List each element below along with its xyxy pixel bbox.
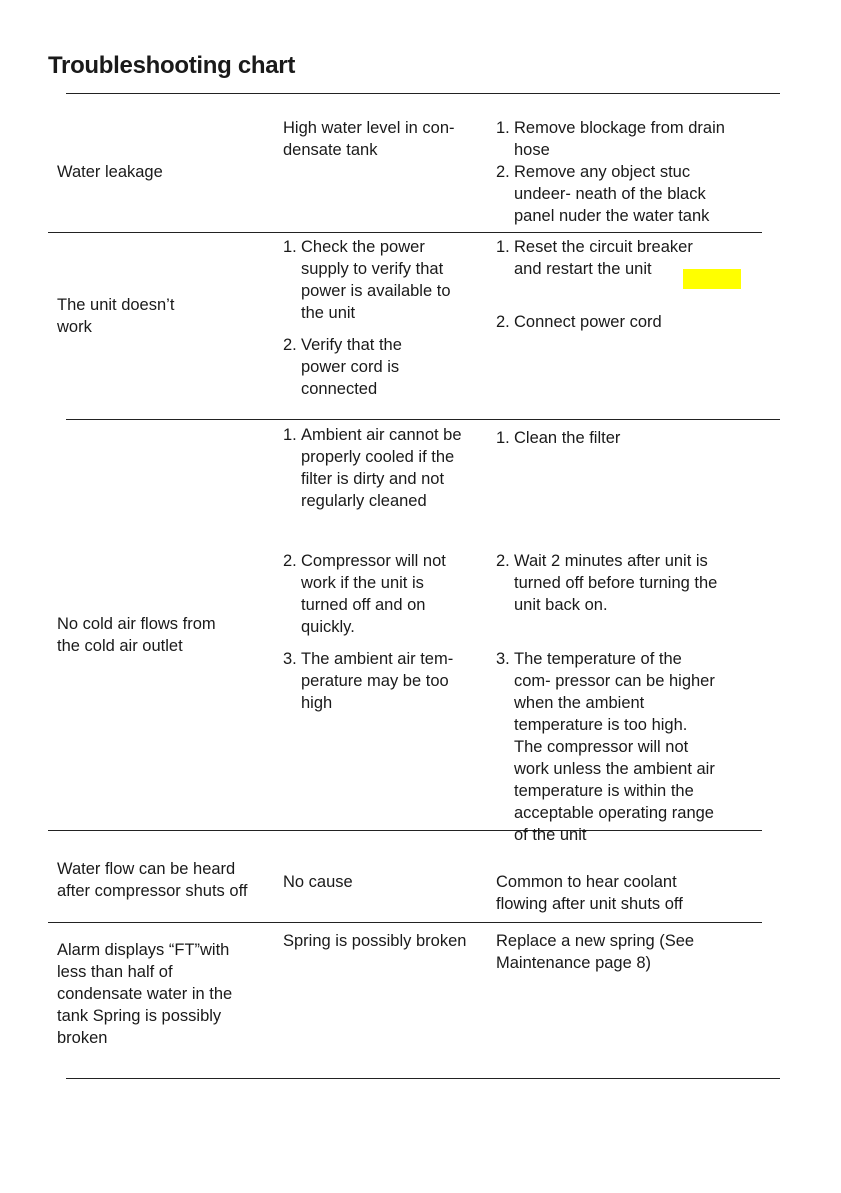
solution-cell: Common to hear coolant flowing after unit shuts off bbox=[496, 873, 683, 913]
solution-item bbox=[496, 161, 746, 227]
cause-item bbox=[283, 550, 463, 638]
solution-text: Connect power cord bbox=[514, 313, 662, 331]
problem-cell: The unit doesn’t work bbox=[57, 296, 175, 336]
list-number: 1. bbox=[496, 429, 510, 447]
list-number: 2. bbox=[496, 313, 510, 331]
problem-cell: Water leakage bbox=[57, 163, 163, 181]
solution-text: Reset the circuit breaker and restart the unit bbox=[514, 238, 693, 278]
list-number: 1. bbox=[283, 426, 297, 444]
cause-text: Check the power supply to verify that power is available to the unit bbox=[301, 238, 451, 322]
list-number: 2. bbox=[283, 336, 297, 354]
cause-item bbox=[283, 334, 433, 400]
cause-cell: Spring is possibly broken bbox=[283, 932, 467, 950]
list-number: 1. bbox=[496, 238, 510, 256]
row-divider bbox=[66, 419, 780, 420]
solution-text: Remove blockage from drain hose bbox=[514, 119, 725, 159]
solution-item bbox=[496, 117, 746, 161]
problem-cell: Water flow can be heard after compressor shuts off bbox=[57, 860, 248, 900]
solution-cell: Replace a new spring (See Maintenance page 8) bbox=[496, 932, 695, 972]
list-number: 3. bbox=[496, 650, 510, 668]
row-divider bbox=[48, 232, 762, 233]
list-number: 1. bbox=[496, 119, 510, 137]
solution-text: Wait 2 minutes after unit is turned off before turning the unit back on. bbox=[514, 552, 718, 614]
cause-item bbox=[283, 648, 458, 714]
list-number: 1. bbox=[283, 238, 297, 256]
table-top-rule bbox=[66, 93, 780, 94]
list-number: 2. bbox=[496, 552, 510, 570]
list-number: 2. bbox=[283, 552, 297, 570]
cause-item bbox=[283, 424, 463, 512]
solution-text: The temperature of the com- pressor can be higher when the ambient temperature is too high. The compressor will not work unless the ambient air temperature is within the acceptable operating range of the unit bbox=[514, 650, 715, 844]
problem-cell: Alarm displays “FT”with less than half of condensate water in the tank Spring is possibly broken bbox=[57, 941, 233, 1047]
cause-text: Ambient air cannot be properly cooled if the filter is dirty and not regularly cleaned bbox=[301, 426, 462, 510]
solution-item bbox=[496, 648, 718, 846]
cause-item bbox=[283, 236, 475, 324]
cause-cell: No cause bbox=[283, 873, 353, 891]
solution-text: Clean the filter bbox=[514, 429, 621, 447]
cause-text: Compressor will not work if the unit is turned off and on quickly. bbox=[301, 552, 446, 636]
page-title: Troubleshooting chart bbox=[48, 52, 296, 79]
list-number: 3. bbox=[283, 650, 297, 668]
solution-text: Remove any object stuc undeer- neath of the black panel nuder the water tank bbox=[514, 163, 710, 225]
cause-text: Verify that the power cord is connected bbox=[301, 336, 402, 398]
highlight-mark bbox=[683, 269, 741, 289]
problem-cell: No cold air flows from the cold air outlet bbox=[57, 615, 216, 655]
solution-item bbox=[496, 550, 721, 616]
cause-cell: High water level in con- densate tank bbox=[283, 119, 455, 159]
solution-item bbox=[496, 427, 721, 449]
row-divider bbox=[48, 922, 762, 923]
list-number: 2. bbox=[496, 163, 510, 181]
table-bottom-rule bbox=[66, 1078, 780, 1079]
solution-item bbox=[496, 311, 721, 333]
cause-text: The ambient air tem- perature may be too high bbox=[301, 650, 454, 712]
